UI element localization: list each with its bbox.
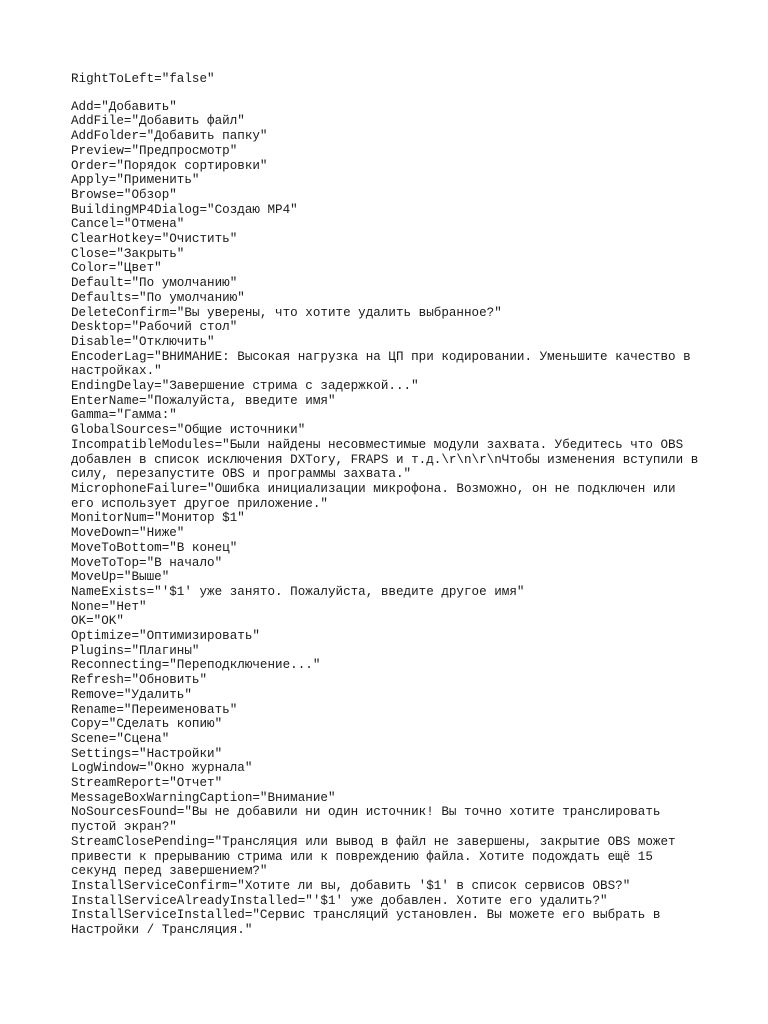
entry-line: ClearHotkey="Очистить" xyxy=(71,232,238,247)
entry-line: StreamReport="Отчет" xyxy=(71,776,223,791)
entry-line: Plugins="Плагины" xyxy=(71,643,200,658)
entry-line: MoveToBottom="В конец" xyxy=(71,540,238,555)
entry-line: InstallServiceInstalled="Сервис трансляций установлен. Вы можете его выбрать в Настройки / Трансляция." xyxy=(71,908,661,938)
entry-line: InstallServiceAlreadyInstalled="'$1' уже добавлен. Хотите его удалить?" xyxy=(71,893,608,908)
document-page xyxy=(71,72,711,938)
entry-line: Remove="Удалить" xyxy=(71,687,192,702)
entry-line: MicrophoneFailure="Ошибка инициализации микрофона. Возможно, он не подключен или его использует другое приложение." xyxy=(71,481,676,511)
entry-line: Rename="Переименовать" xyxy=(71,702,238,717)
entry-line: Defaults="По умолчанию" xyxy=(71,290,245,305)
entry-line: Optimize="Оптимизировать" xyxy=(71,629,260,644)
entry-line: Default="По умолчанию" xyxy=(71,276,238,291)
entry-line: Apply="Применить" xyxy=(71,173,200,188)
entry-line: GlobalSources="Общие источники" xyxy=(71,423,306,438)
entry-line: MoveUp="Выше" xyxy=(71,570,170,585)
entry-line: EncoderLag="ВНИМАНИЕ: Высокая нагрузка на ЦП при кодировании. Уменьшите качество в настройках." xyxy=(71,349,691,379)
entry-line: MessageBoxWarningCaption="Внимание" xyxy=(71,790,336,805)
entry-line: NameExists="'$1' уже занято. Пожалуйста, введите другое имя" xyxy=(71,584,525,599)
entry-line: MonitorNum="Монитор $1" xyxy=(71,511,245,526)
entry-line: NoSourcesFound="Вы не добавили ни один источник! Вы точно хотите транслировать пустой экран?" xyxy=(71,805,661,835)
entry-line: Close="Закрыть" xyxy=(71,246,185,261)
entry-line: Refresh="Обновить" xyxy=(71,673,208,688)
entry-line: MoveDown="Ниже" xyxy=(71,526,185,541)
entry-line: Gamma="Гамма:" xyxy=(71,408,177,423)
entry-line: Browse="Обзор" xyxy=(71,187,177,202)
entry-line: LogWindow="Окно журнала" xyxy=(71,761,253,776)
header-line: RightToLeft="false" xyxy=(71,72,215,86)
entry-line: Reconnecting="Переподключение..." xyxy=(71,658,321,673)
entry-line: AddFile="Добавить файл" xyxy=(71,114,245,129)
entries-list xyxy=(71,100,711,938)
entry-line: Desktop="Рабочий стол" xyxy=(71,320,238,335)
entry-line: StreamClosePending="Трансляция или вывод в файл не завершены, закрытие OBS может привести к прерыванию стрима или к повреждению файла. Хотите подождать ещё 15 секунд перед завершением?" xyxy=(71,834,676,879)
entry-line: MoveToTop="В начало" xyxy=(71,555,223,570)
entry-line: IncompatibleModules="Были найдены несовместимые модули захвата. Убедитесь что OBS добавлен в список исключения DXTory, FRAPS и т.д.\r\n\r\nЧтобы изменения вступили в силу, перезапустите OBS и программы захвата." xyxy=(71,437,699,482)
entry-line: OK="OK" xyxy=(71,614,124,629)
entry-line: EndingDelay="Завершение стрима с задержкой..." xyxy=(71,379,419,394)
entry-line: EnterName="Пожалуйста, введите имя" xyxy=(71,393,336,408)
entry-line: Scene="Сцена" xyxy=(71,731,170,746)
entry-line: Order="Порядок сортировки" xyxy=(71,158,268,173)
blank-line xyxy=(71,87,711,100)
entry-line: BuildingMP4Dialog="Создаю MP4" xyxy=(71,202,298,217)
entry-line: Disable="Отключить" xyxy=(71,334,215,349)
entry-line: Cancel="Отмена" xyxy=(71,217,185,232)
entry-line: AddFolder="Добавить папку" xyxy=(71,129,268,144)
entry-line: Add="Добавить" xyxy=(71,99,177,114)
entry-line: Color="Цвет" xyxy=(71,261,162,276)
entry-line: None="Нет" xyxy=(71,599,147,614)
entry-line: Copy="Сделать копию" xyxy=(71,717,223,732)
entry-line: DeleteConfirm="Вы уверены, что хотите удалить выбранное?" xyxy=(71,305,502,320)
entry-line: InstallServiceConfirm="Хотите ли вы, добавить '$1' в список сервисов OBS?" xyxy=(71,878,631,893)
entry-line: Preview="Предпросмотр" xyxy=(71,143,238,158)
entry-line: Settings="Настройки" xyxy=(71,746,223,761)
